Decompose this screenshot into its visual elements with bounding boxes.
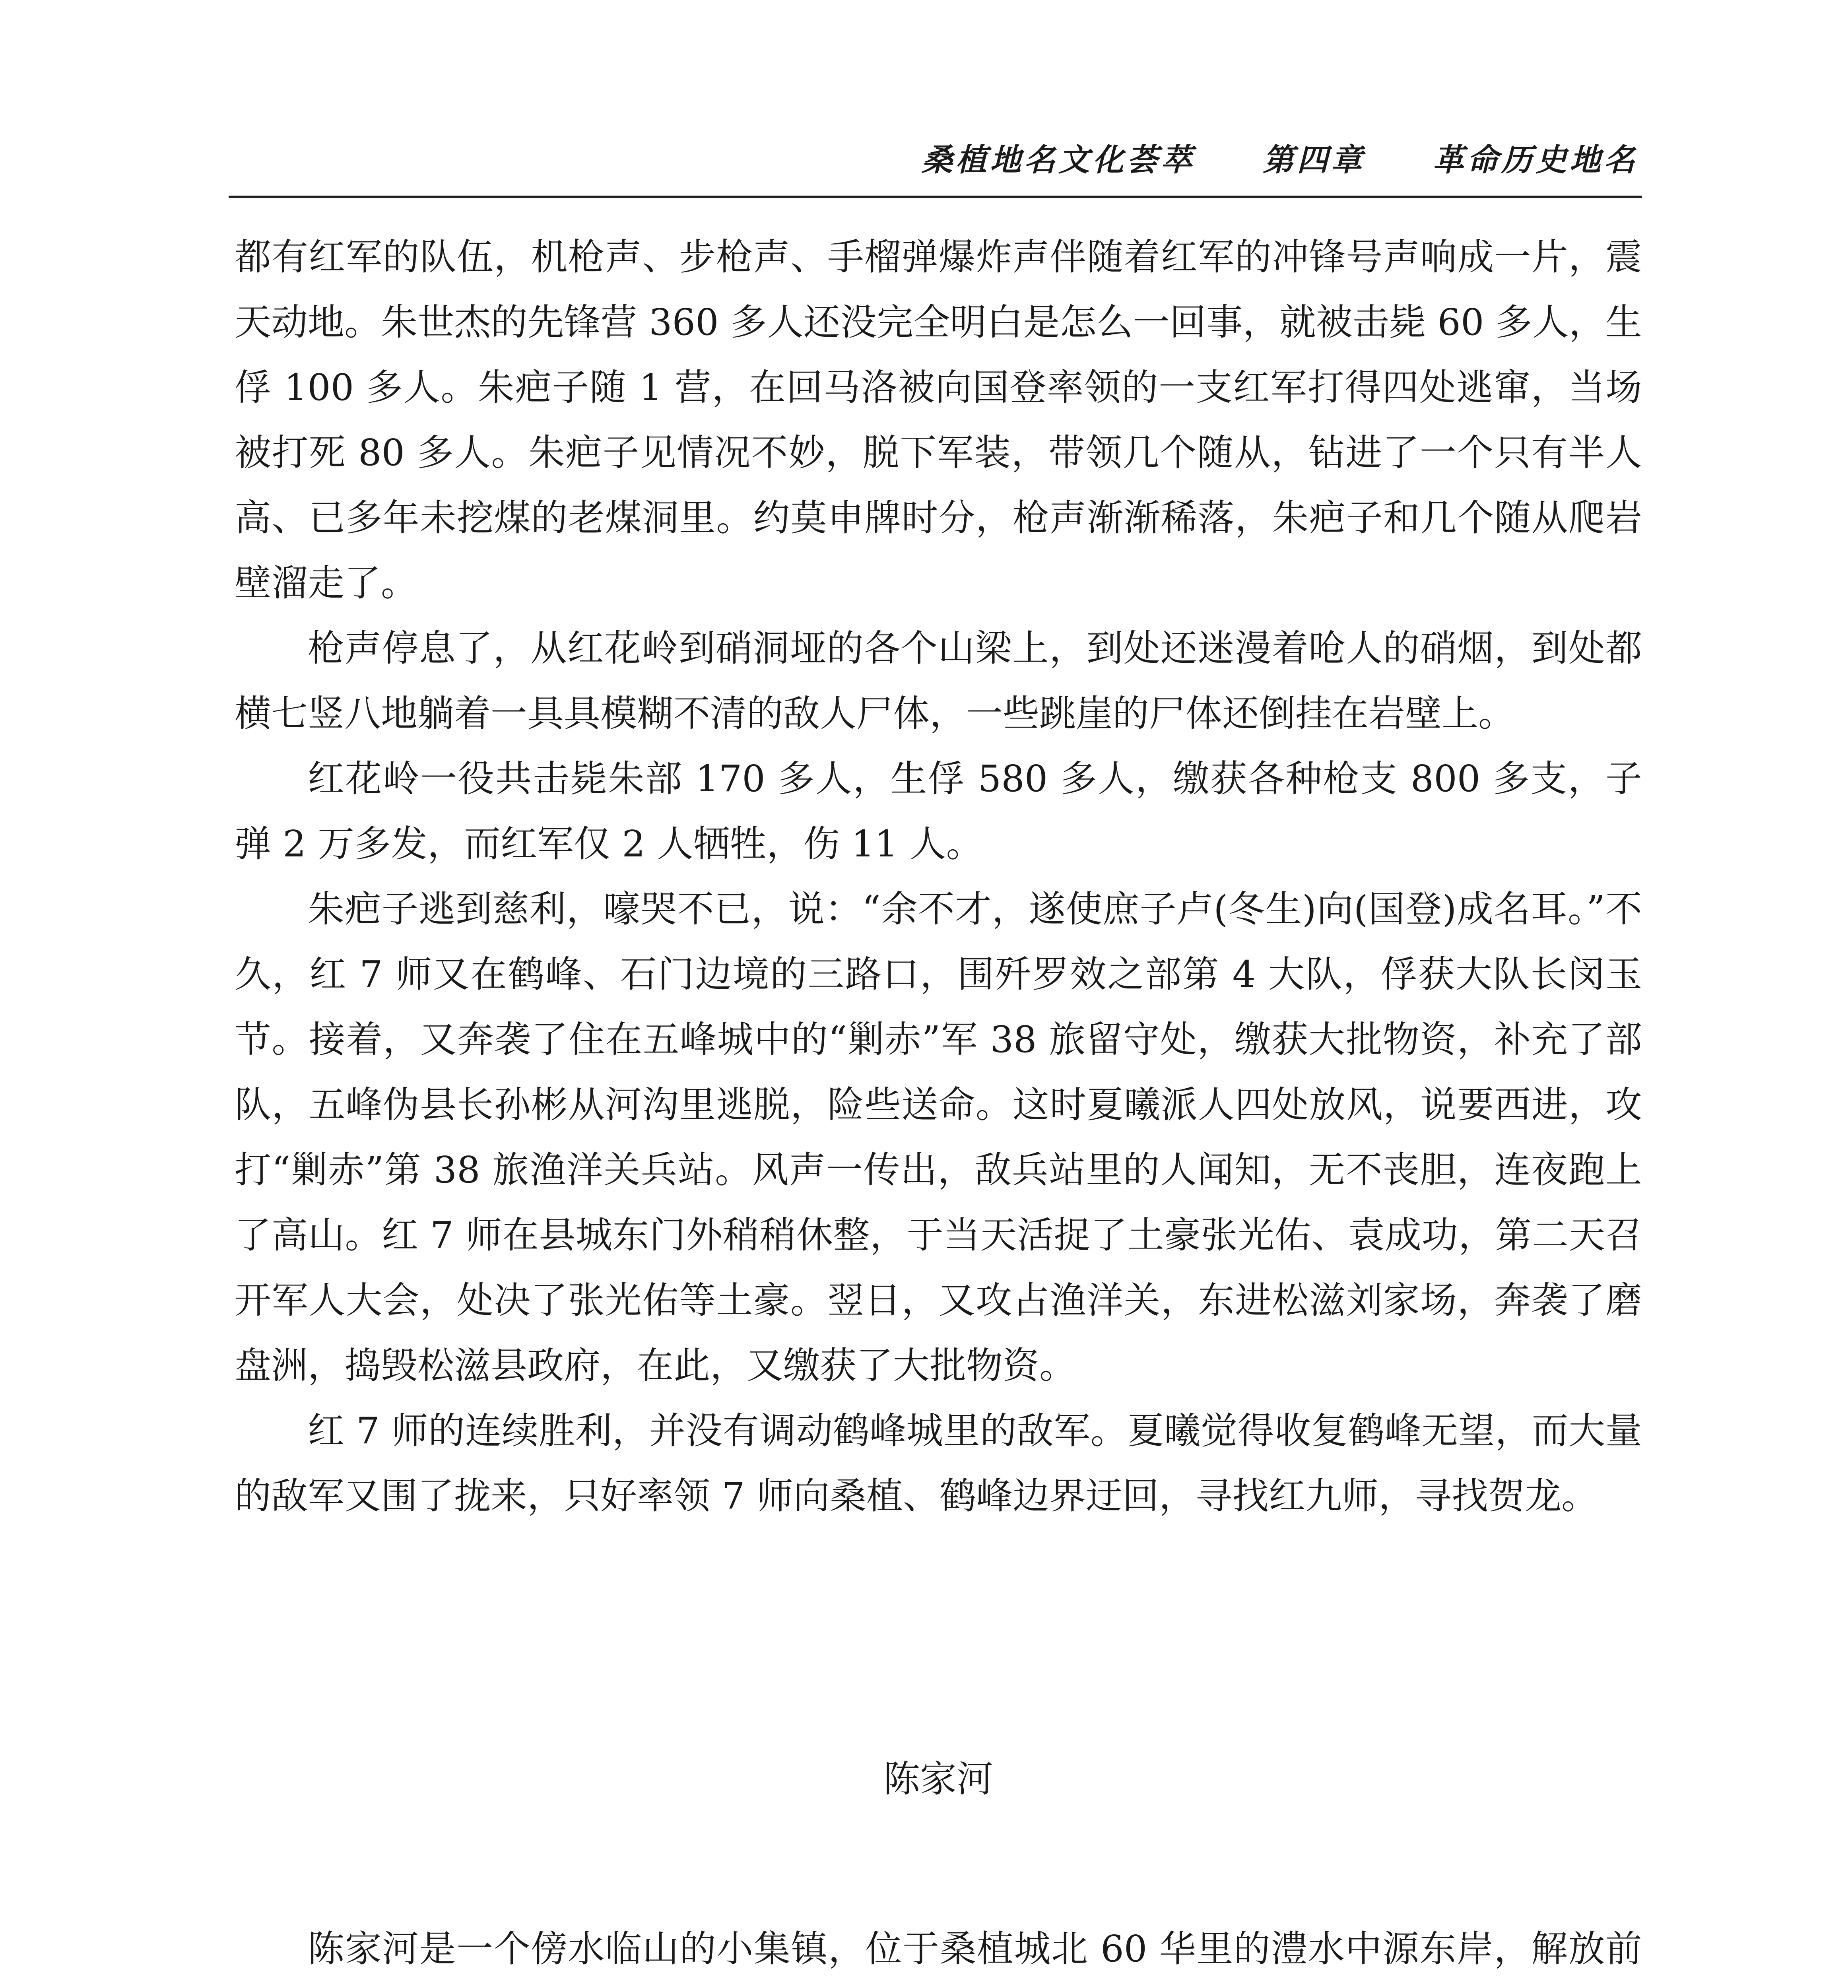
paragraph: 红 7 师的连续胜利，并没有调动鹤峰城里的敌军。夏曦觉得收复鹤峰无望，而大量的敌军又围了拢来，只好率领 7 师向桑植、鹤峰边界迂回，寻找红九师，寻找贺龙。 <box>235 1409 1642 1517</box>
body-text-bottom <box>235 1916 1642 1988</box>
book-title: 桑植地名文化荟萃 <box>921 142 1195 178</box>
section-title: 陈家河 <box>883 1758 993 1800</box>
chapter-title: 革命历史地名 <box>1433 142 1638 178</box>
paragraph: 都有红军的队伍，机枪声、步枪声、手榴弹爆炸声伴随着红军的冲锋号声响成一片，震天动地。朱世杰的先锋营 360 多人还没完全明白是怎么一回事，就被击毙 60 多人，生俘 100 多人。朱疤子随 1 营，在回马洛被向国登率领的一支红军打得四处逃窜，当场被打死 80 多人。朱疤子见情况不妙，脱下军装，带领几个随从，钻进了一个只有半人高、已多年未挖煤的老煤洞里。约莫申牌时分，枪声渐渐稀落，朱疤子和几个随从爬岩壁溜走了。 <box>235 236 1642 604</box>
body-text-top <box>235 225 1642 1529</box>
paragraph: 朱疤子逃到慈利，嚎哭不已，说：“余不才，遂使庶子卢(冬生)向(国登)成名耳。”不久，红 7 师又在鹤峰、石门边境的三路口，围歼罗效之部第 4 大队，俘获大队长闵玉节。接着，又奔袭了住在五峰城中的“剿赤”军 38 旅留守处，缴获大批物资，补充了部队，五峰伪县长孙彬从河沟里逃脱，险些送命。这时夏曦派人四处放风，说要西进，攻打“剿赤”第 38 旅渔洋关兵站。风声一传出，敌兵站里的人闻知，无不丧胆，连夜跑上了高山。红 7 师在县城东门外稍稍休整，于当天活捉了土豪张光佑、袁成功，第二天召开军人大会，处决了张光佑等土豪。翌日，又攻占渔洋关，东进松滋刘家场，奔袭了磨盘洲，捣毁松滋县政府，在此，又缴获了大批物资。 <box>235 888 1642 1387</box>
chapter-number: 第四章 <box>1262 142 1365 178</box>
paragraph: 陈家河是一个傍水临山的小集镇，位于桑植城北 60 华里的澧水中源东岸，解放前 <box>308 1928 1642 1970</box>
header-rule <box>229 196 1642 198</box>
paragraph: 红花岭一役共击毙朱部 170 多人，生俘 580 多人，缴获各种枪支 800 多支，子弹 2 万多发，而红军仅 2 人牺牲，伤 11 人。 <box>235 757 1642 865</box>
paragraph: 枪声停息了，从红花岭到硝洞垭的各个山梁上，到处还迷漫着呛人的硝烟，到处都横七竖八地躺着一具具模糊不清的敌人尸体，一些跳崖的尸体还倒挂在岩壁上。 <box>235 627 1642 735</box>
running-header <box>231 135 1638 178</box>
